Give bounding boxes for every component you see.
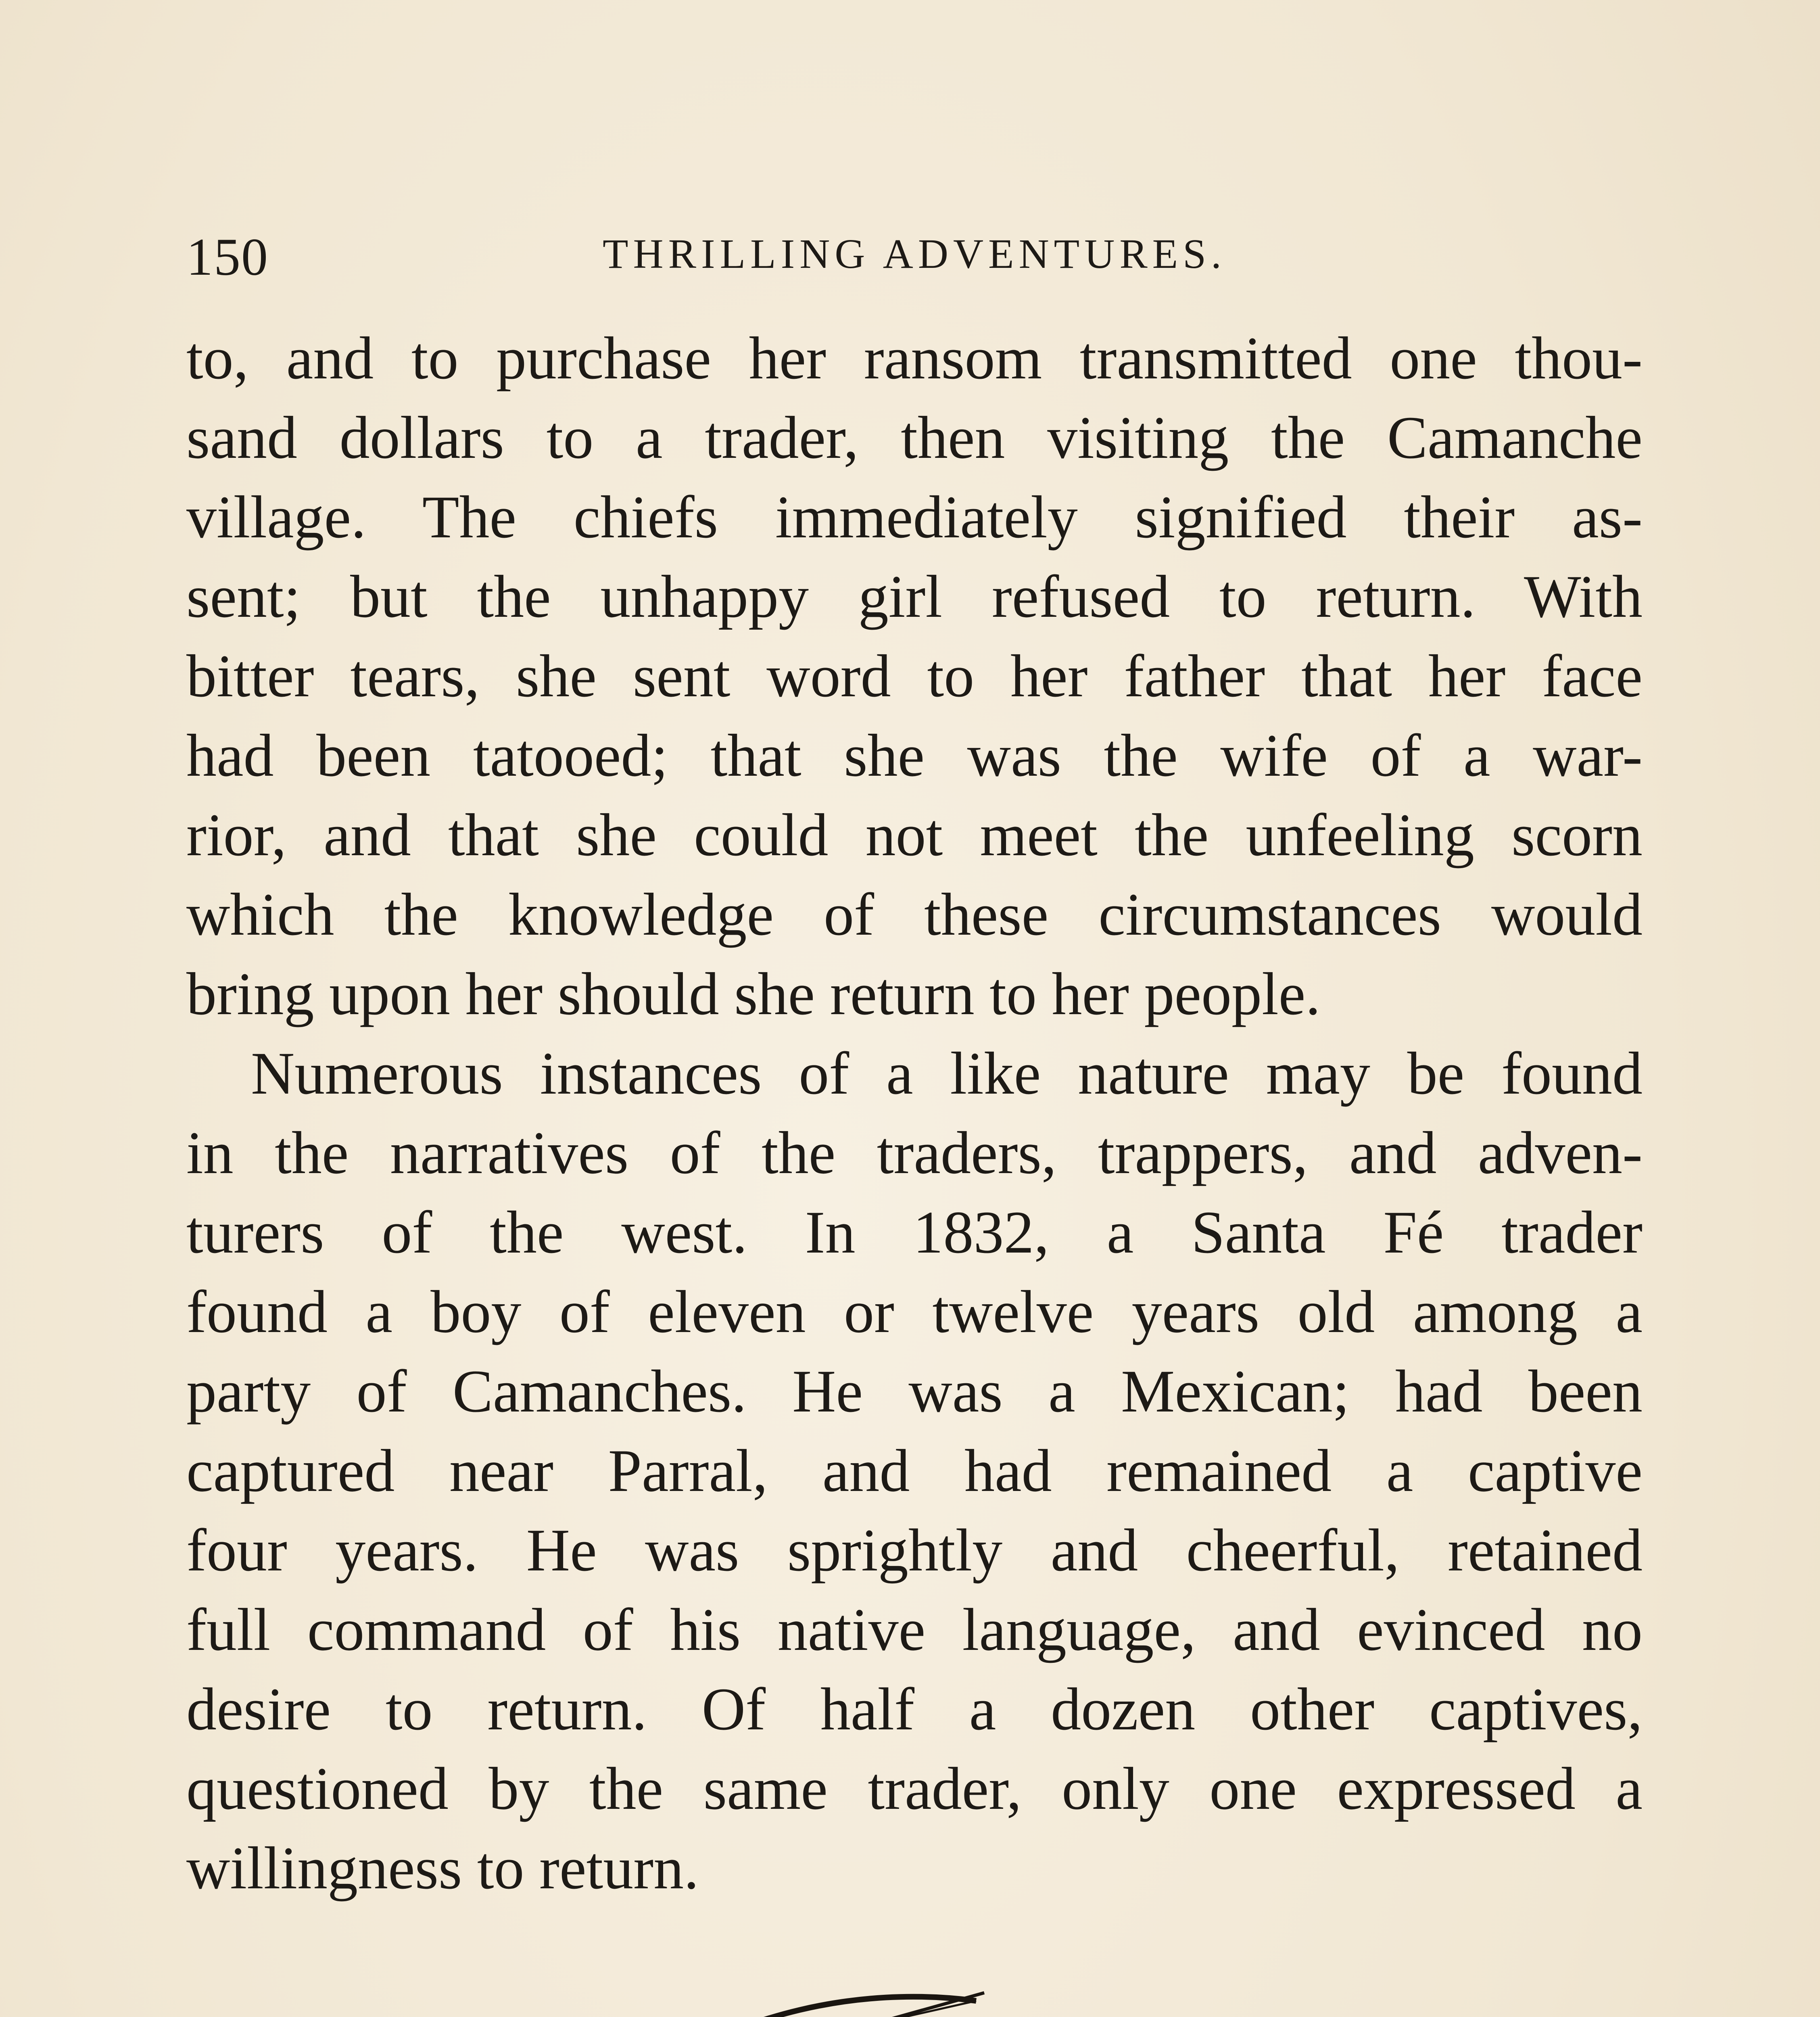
- running-title: THRILLING ADVENTURES.: [602, 231, 1227, 277]
- text-line: which the knowledge of these circumstances would: [186, 881, 1643, 948]
- text-line: turers of the west. In 1832, a Santa Fé trader: [186, 1199, 1643, 1266]
- body-text: [186, 319, 1643, 1908]
- text-line: sent; but the unhappy girl refused to return. With: [186, 563, 1643, 630]
- text-line: found a boy of eleven or twelve years old among a: [186, 1278, 1643, 1345]
- text-line: Numerous instances of a like nature may be found: [251, 1040, 1643, 1107]
- text-line: bring upon her should she return to her people.: [186, 960, 1321, 1027]
- text-line: to, and to purchase her ransom transmitted one thou-: [186, 325, 1643, 392]
- text-line: village. The chiefs immediately signified their as-: [186, 484, 1643, 551]
- text-line: sand dollars to a trader, then visiting the Camanche: [186, 404, 1643, 471]
- text-line: questioned by the same trader, only one expressed a: [186, 1755, 1643, 1822]
- bow: [653, 1997, 976, 2017]
- text-line: captured near Parral, and had remained a captive: [186, 1437, 1643, 1504]
- text-line: desire to return. Of half a dozen other captives,: [186, 1676, 1643, 1743]
- text-line: party of Camanches. He was a Mexican; had been: [186, 1358, 1643, 1425]
- text-line: full command of his native language, and evinced no: [186, 1596, 1643, 1663]
- text-line: in the narratives of the traders, trappers, and adven-: [186, 1119, 1643, 1186]
- text-line: rior, and that she could not meet the unfeeling scorn: [186, 802, 1643, 869]
- text-line: willingness to return.: [186, 1835, 699, 1902]
- text-line: four years. He was sprightly and cheerful, retained: [186, 1517, 1643, 1584]
- text-line: bitter tears, she sent word to her father that her face: [186, 643, 1643, 710]
- text-line: had been tatooed; that she was the wife of a war-: [186, 722, 1643, 789]
- warrior-engraving: [331, 1896, 1492, 2017]
- page-header: [186, 218, 1643, 290]
- page-number: 150: [186, 227, 269, 286]
